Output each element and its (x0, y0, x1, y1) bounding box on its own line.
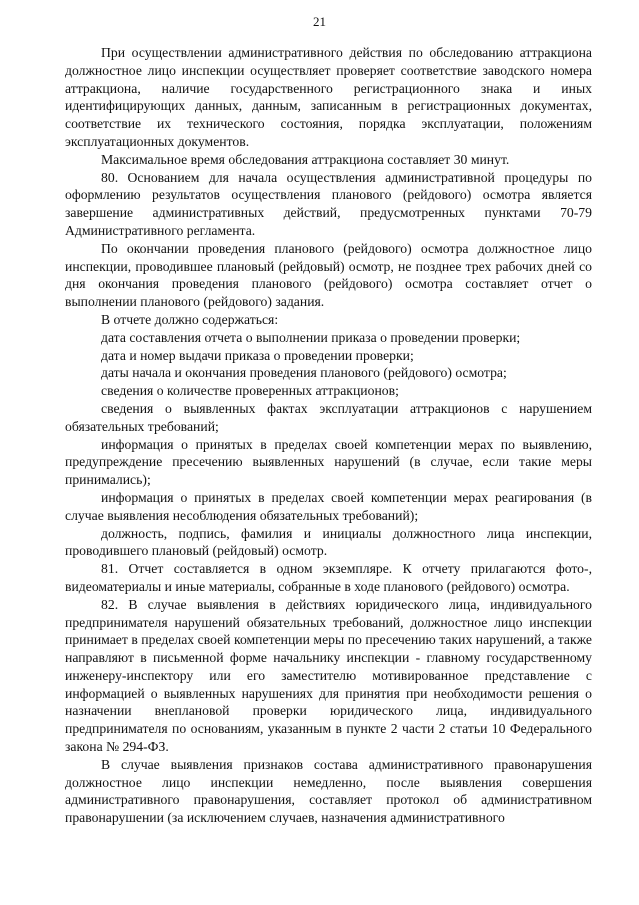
list-item: дата составления отчета о выполнении приказа о проведении проверки; (101, 329, 521, 345)
list-item: должность, подпись, фамилия и инициалы должностного лица инспекции, проводившего плановый (рейдовый) осмотр. (65, 525, 592, 559)
paragraph: 82. В случае выявления в действиях юридического лица, индивидуального предпринимателя нарушений обязательных требований, должностное лицо инспекции принимает в пределах своей компетенции меры по пресечению таких нарушений, а также направляют в письменной форме начальнику инспекции - главному государственному инженеру-инспектору или его заместителю мотивированное представление с информацией о выявленных нарушениях для принятия при необходимости решения о назначении внеплановой проверки юридического лица, индивидуального предпринимателя по основаниям, указанным в пункте 2 части 2 статьи 10 Федерального закона № 294-ФЗ. (65, 596, 592, 755)
list-item: дата и номер выдачи приказа о проведении проверки; (101, 347, 414, 363)
paragraph: 80. Основанием для начала осуществления административной процедуры по оформлению результатов осуществления планового (рейдового) осмотра является завершение административных действий, предусмотренных пунктами 70-79 Административного регламента. (65, 169, 592, 238)
list-item: сведения о выявленных фактах эксплуатации аттракционов с нарушением обязательных требований; (65, 400, 592, 434)
document-body (65, 44, 592, 827)
page-number: 21 (313, 14, 326, 29)
paragraph: В случае выявления признаков состава административного правонарушения должностное лицо инспекции немедленно, после выявления совершения административного правонарушения, составляет протокол об административном правонарушении (за исключением случаев, назначения административного (65, 756, 592, 826)
list-item: сведения о количестве проверенных аттракционов; (101, 383, 399, 399)
paragraph: По окончании проведения планового (рейдового) осмотра должностное лицо инспекции, проводившее плановый (рейдовый) осмотр, не позднее трех рабочих дней со дня окончания проведения планового (рейдового) осмотра составляет отчет о выполнении планового (рейдового) задания. (65, 240, 592, 310)
paragraph: При осуществлении административного действия по обследованию аттракциона должностное лицо инспекции осуществляет проверяет соответствие заводского номера аттракциона, наличие государственного регистрационного знака и иных идентифицирующих данных, данным, записанным в регистрационных документах, соответствие их технического состояния, порядка эксплуатации, положениям эксплуатационных документов. (65, 45, 592, 149)
list-item: даты начала и окончания проведения планового (рейдового) осмотра; (101, 365, 507, 381)
paragraph: В отчете должно содержаться: (101, 311, 279, 327)
paragraph: 81. Отчет составляется в одном экземпляре. К отчету прилагаются фото-, видеоматериалы и иные материалы, собранные в ходе планового (рейдового) осмотра. (65, 561, 592, 594)
list-item: информация о принятых в пределах своей компетенции мерах реагирования (в случае выявления несоблюдения обязательных требований); (65, 489, 592, 523)
paragraph: Максимальное время обследования аттракциона составляет 30 минут. (101, 151, 510, 167)
list-item: информация о принятых в пределах своей компетенции мерах по выявлению, предупреждение пресечению выявленных нарушений (в случае, если такие меры принимались); (65, 436, 592, 488)
